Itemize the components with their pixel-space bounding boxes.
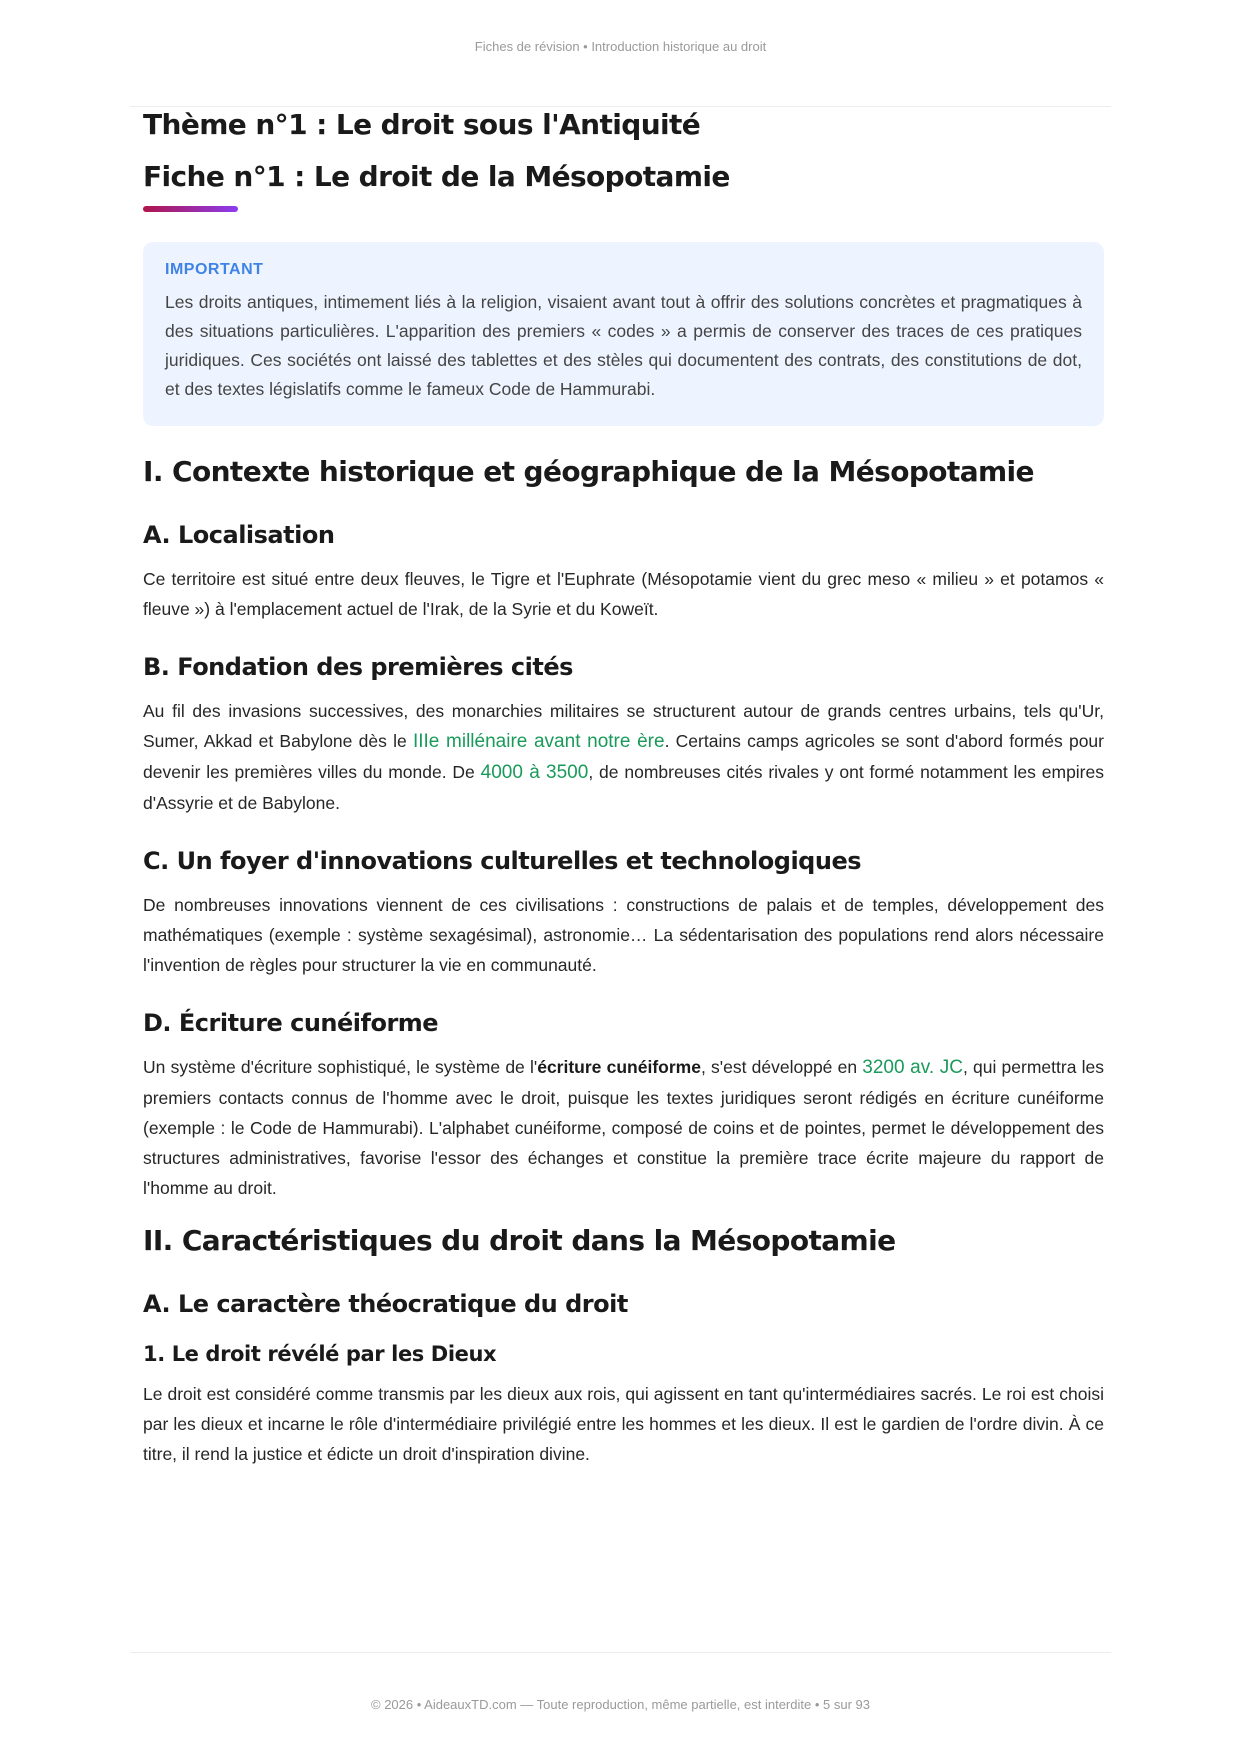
section-1a-title: A. Localisation [143, 521, 335, 549]
important-text: Les droits antiques, intimement liés à la religion, visaient avant tout à offrir des solutions concrètes et pragmatiques à des situations particulières. L'apparition des premiers « codes » a permis de conserver des traces de ces pratiques juridiques. Ces sociétés ont laissé des tablettes et des stèles qui documentent des contrats, des constitutions de dot, et des textes législatifs comme le fameux Code de Hammurabi. [165, 292, 1082, 399]
section-1c-title: C. Un foyer d'innovations culturelles et technologiques [143, 847, 861, 875]
text-run: , s'est développé en [700, 1057, 863, 1077]
section-2a1-title: 1. Le droit révélé par les Dieux [143, 1342, 497, 1366]
section-1d-title: D. Écriture cunéiforme [143, 1009, 439, 1037]
section-1a-text: Ce territoire est situé entre deux fleuves, le Tigre et l'Euphrate (Mésopotamie vient du grec meso « milieu » et potamos « fleuve ») à l'emplacement actuel de l'Irak, de la Syrie et du Koweït. [143, 569, 1104, 619]
title-accent-bar [143, 206, 238, 212]
fiche-title: Fiche n°1 : Le droit de la Mésopotamie [143, 160, 730, 193]
theme-title: Thème n°1 : Le droit sous l'Antiquité [143, 108, 701, 141]
footer-divider [130, 1652, 1111, 1653]
running-header: Fiches de révision • Introduction historique au droit [474, 39, 767, 54]
important-label: IMPORTANT [165, 261, 264, 278]
page-footer: © 2026 • AideauxTD.com — Toute reproduction, même partielle, est interdite • 5 sur 93 [371, 1697, 870, 1712]
text-run: , qui permettra les premiers contacts connus de l'homme avec le droit, puisque les textes juridiques seront rédigés en écriture cunéiforme (exemple : le Code de Hammurabi). L'alphabet cunéiforme, composé de coins et de pointes, permet le développement des structures administratives, favorise l'essor des échanges et constitue la première trace écrite majeure du rapport de l'homme au droit. [143, 1057, 1105, 1198]
highlight-date: IIIe millénaire avant notre ère [412, 731, 665, 752]
text-run: . Certains camps agricoles se sont d'abord formés pour devenir les premières villes du monde. De [143, 731, 1104, 782]
section-2a-title: A. Le caractère théocratique du droit [143, 1290, 628, 1318]
page-content [143, 104, 1104, 1469]
highlight-date: 3200 av. JC [862, 1057, 963, 1078]
section-2-title: II. Caractéristiques du droit dans la Mésopotamie [143, 1224, 896, 1257]
important-callout [143, 242, 1104, 426]
section-1b-text [143, 696, 1104, 818]
section-1c-text: De nombreuses innovations viennent de ces civilisations : constructions de palais et de temples, développement des mathématiques (exemple : système sexagésimal), astronomie… La sédentarisation des populations rend alors nécessaire l'invention de règles pour structurer la vie en communauté. [143, 895, 1104, 975]
bold-term: écriture cunéiforme [537, 1057, 701, 1077]
text-run: Au fil des invasions successives, des monarchies militaires se structurent autour de grands centres urbains, tels qu'Ur, Sumer, Akkad et Babylone dès le [143, 701, 1104, 751]
text-run: , de nombreuses cités rivales y ont formé notamment les empires d'Assyrie et de Babylone. [143, 762, 1104, 813]
text-run: Un système d'écriture sophistiqué, le système de l' [143, 1057, 538, 1077]
highlight-date: 4000 à 3500 [480, 762, 589, 783]
section-1b-title: B. Fondation des premières cités [143, 653, 573, 681]
section-2a1-text: Le droit est considéré comme transmis par les dieux aux rois, qui agissent en tant qu'intermédiaires sacrés. Le roi est choisi par les dieux et incarne le rôle d'intermédiaire privilégié entre les hommes et les dieux. Il est le gardien de l'ordre divin. À ce titre, il rend la justice et édicte un droit d'inspiration divine. [143, 1384, 1104, 1464]
section-1-title: I. Contexte historique et géographique de la Mésopotamie [143, 455, 1034, 488]
section-1d-text [143, 1052, 1104, 1203]
